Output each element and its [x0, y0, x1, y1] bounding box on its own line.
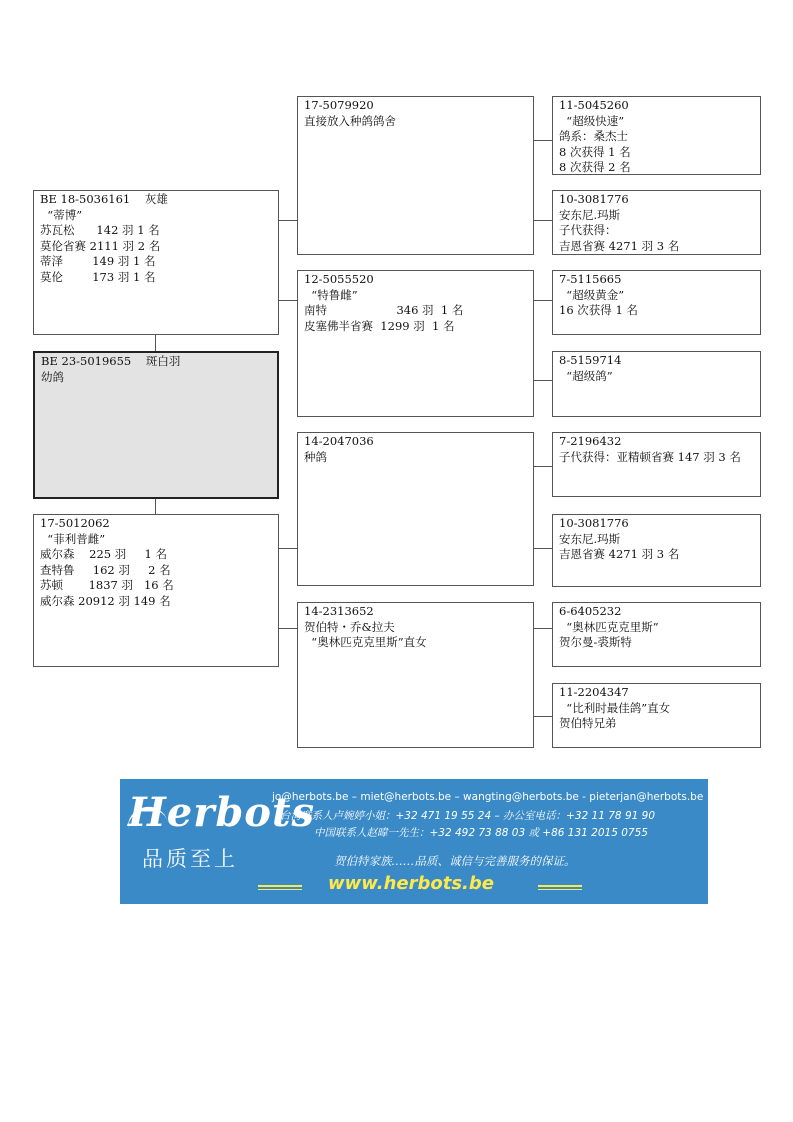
dds-ring: 6-6405232 — [559, 604, 622, 618]
sss-box — [552, 96, 761, 175]
dam-result: 威尔森 225 羽 1 名 — [40, 547, 167, 561]
sds-note: 16 次获得 1 名 — [559, 303, 638, 317]
sss-note: 8 次获得 2 名 — [559, 160, 631, 174]
dds-name: “奥林匹克克里斯” — [559, 619, 659, 634]
ssd-breeder: 安东尼.玛斯 — [559, 207, 621, 222]
sire-dam-name: “特鲁雌” — [304, 287, 358, 302]
subject-box — [33, 351, 279, 499]
sire-result: 苏瓦松 142 羽 1 名 — [40, 223, 160, 237]
sire-result: 莫伦省赛 2111 羽 2 名 — [40, 238, 161, 253]
dam-dam-name: “奥林匹克克里斯”直女 — [304, 635, 427, 649]
ddd-name: “比利时最佳鸽”直女 — [559, 700, 671, 715]
dam-sire-note: 种鸽 — [304, 449, 327, 464]
sire-dam-box — [297, 270, 534, 417]
dam-name: “菲利普雌” — [40, 531, 106, 546]
dss-ring: 7-2196432 — [559, 434, 622, 448]
sds-ring: 7-5115665 — [559, 272, 622, 286]
sds-box — [552, 270, 761, 335]
connector-dd-h — [533, 628, 552, 629]
website-link[interactable]: www.herbots.be — [328, 873, 494, 894]
sire-sire-ring: 17-5079920 — [304, 98, 374, 112]
connector-sd-h — [533, 300, 552, 301]
connector-ds-h — [533, 466, 552, 467]
sire-dam-ring: 12-5055520 — [304, 272, 374, 286]
dam-result: 苏顿 1837 羽 16 名 — [40, 578, 174, 592]
dam-result: 威尔森 20912 羽 149 名 — [40, 593, 171, 608]
dsd-breeder: 安东尼.玛斯 — [559, 531, 621, 546]
sire-name: “蒂博” — [40, 207, 83, 222]
dsd-ring: 10-3081776 — [559, 516, 629, 530]
ssd-note: 吉恩省赛 4271 羽 3 名 — [559, 238, 680, 253]
connector-sd-h2 — [533, 380, 552, 381]
contact-emails[interactable]: jo@herbots.be – miet@herbots.be – wangting@herbots.be - pieterjan@herbots.be — [272, 791, 704, 803]
dam-dam-breeder: 贺伯特・乔&拉夫 — [304, 619, 395, 634]
sss-name: “超级快速” — [559, 113, 625, 128]
sdd-ring: 8-5159714 — [559, 353, 622, 367]
contact-china: 中国联系人赵暐一先生：+32 492 73 88 03 或 +86 131 2015 0755 — [314, 827, 648, 839]
connector-sire-h2 — [278, 300, 297, 301]
dam-sire-ring: 14-2047036 — [304, 434, 374, 448]
sire-sire-box — [297, 96, 534, 255]
sdd-name: “超级鸽” — [559, 368, 613, 383]
dam-result: 查特鲁 162 羽 2 名 — [40, 562, 171, 577]
tagline: 贺伯特家族……品质、诚信与完善服务的保证。 — [334, 854, 576, 868]
ddd-box — [552, 683, 761, 748]
sire-result: 蒂泽 149 羽 1 名 — [40, 254, 156, 268]
connector-ds-h2 — [533, 548, 552, 549]
sire-dam-result: 南特 346 羽 1 名 — [304, 303, 464, 317]
sss-note: 8 次获得 1 名 — [559, 144, 631, 159]
sss-note: 鸽系：桑杰士 — [559, 129, 628, 143]
connector-dd-h2 — [533, 716, 552, 717]
sdd-box — [552, 351, 761, 417]
ddd-ring: 11-2204347 — [559, 685, 629, 699]
herbots-logo: Herbots — [128, 789, 315, 836]
connector-ss-h — [533, 140, 552, 141]
sire-sire-note: 直接放入种鸽鸽舍 — [304, 113, 396, 128]
connector-subject-dam — [155, 498, 156, 514]
ssd-box — [552, 190, 761, 255]
dss-box — [552, 432, 761, 497]
dds-breeder: 贺尔曼-裘斯特 — [559, 635, 632, 649]
subject-ring: BE 23-5019655 斑白羽 — [41, 354, 181, 368]
sire-ring: BE 18-5036161 灰雄 — [40, 192, 168, 206]
dam-dam-ring: 14-2313652 — [304, 604, 374, 618]
dam-sire-box — [297, 432, 534, 586]
subject-note: 幼鸽 — [41, 369, 64, 384]
divider — [538, 885, 582, 887]
connector-dam-h — [278, 548, 297, 549]
dss-note: 子代获得：亚精顿省赛 147 羽 3 名 — [559, 449, 741, 464]
connector-ss-h2 — [533, 220, 552, 221]
sire-dam-result: 皮塞佛半省赛 1299 羽 1 名 — [304, 318, 455, 333]
ssd-ring: 10-3081776 — [559, 192, 629, 206]
sss-ring: 11-5045260 — [559, 98, 629, 112]
connector-sire-subject — [155, 334, 156, 351]
divider — [258, 889, 302, 890]
divider — [258, 885, 302, 887]
connector-dam-h2 — [278, 628, 297, 629]
ssd-note: 子代获得： — [559, 223, 617, 237]
divider — [538, 889, 582, 890]
connector-sire-h — [278, 220, 297, 221]
dsd-note: 吉恩省赛 4271 羽 3 名 — [559, 547, 680, 561]
dam-ring: 17-5012062 — [40, 516, 110, 530]
dsd-box — [552, 514, 761, 587]
contact-taiwan: 台湾联系人卢婉婷小姐：+32 471 19 55 24 – 办公室电话：+32 11 78 91 90 — [280, 810, 656, 822]
dds-box — [552, 602, 761, 667]
sire-box — [33, 190, 279, 335]
sire-result: 莫伦 173 羽 1 名 — [40, 269, 156, 284]
dam-dam-box — [297, 602, 534, 748]
ddd-breeder: 贺伯特兄弟 — [559, 716, 617, 730]
sds-name: “超级黄金” — [559, 287, 625, 302]
slogan: 品质至上 — [142, 847, 238, 871]
herbots-banner — [120, 779, 708, 904]
dam-box — [33, 514, 279, 667]
